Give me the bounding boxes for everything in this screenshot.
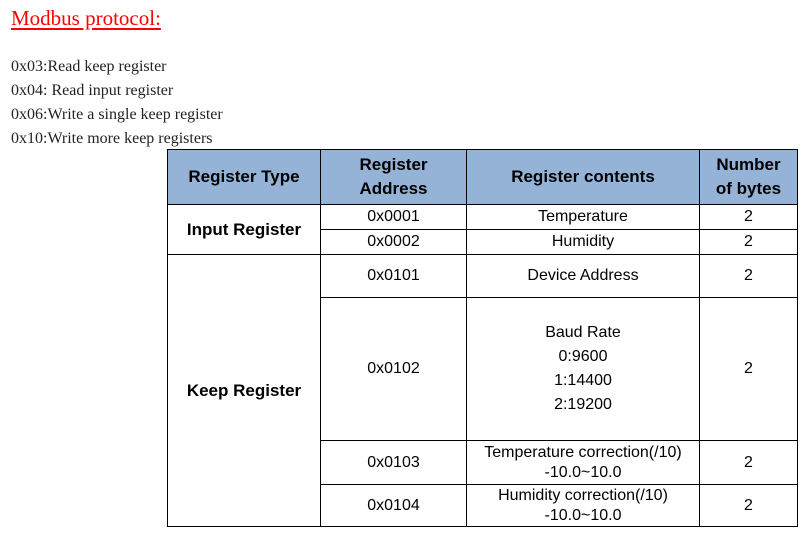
contents-cell: Temperature bbox=[467, 205, 700, 230]
header-register-contents: Register contents bbox=[467, 150, 700, 205]
function-code-list bbox=[11, 55, 223, 151]
bytes-cell: 2 bbox=[700, 441, 798, 485]
header-register-address bbox=[321, 150, 467, 205]
header-address-line2: Address bbox=[359, 179, 428, 198]
address-cell: 0x0001 bbox=[321, 205, 467, 230]
bytes-cell: 2 bbox=[700, 298, 798, 441]
bytes-cell: 2 bbox=[700, 230, 798, 255]
header-number-of-bytes bbox=[700, 150, 798, 205]
input-register-type-cell: Input Register bbox=[168, 205, 321, 255]
header-bytes-line1: Number bbox=[716, 155, 781, 174]
page-title: Modbus protocol: bbox=[11, 6, 161, 30]
address-cell: 0x0102 bbox=[321, 298, 467, 441]
contents-cell: Humidity bbox=[467, 230, 700, 255]
contents-line: 2:19200 bbox=[554, 396, 612, 413]
keep-register-type-cell: Keep Register bbox=[168, 255, 321, 527]
contents-line: Temperature correction(/10) bbox=[484, 443, 682, 461]
contents-cell bbox=[467, 298, 700, 441]
register-table bbox=[167, 149, 798, 527]
address-cell: 0x0002 bbox=[321, 230, 467, 255]
header-address-line1: Register bbox=[359, 155, 428, 174]
function-code-item: 0x03:Read keep register bbox=[11, 58, 167, 75]
contents-line: 0:9600 bbox=[558, 348, 608, 365]
table-row bbox=[168, 255, 798, 298]
contents-cell: Device Address bbox=[467, 255, 700, 298]
bytes-cell: 2 bbox=[700, 205, 798, 230]
address-cell: 0x0101 bbox=[321, 255, 467, 298]
function-code-item: 0x04: Read input register bbox=[11, 82, 174, 99]
contents-line: -10.0~10.0 bbox=[544, 506, 622, 524]
contents-line: -10.0~10.0 bbox=[544, 463, 622, 481]
table-row bbox=[168, 205, 798, 230]
contents-cell bbox=[467, 441, 700, 485]
bytes-cell: 2 bbox=[700, 255, 798, 298]
table-header-row bbox=[168, 150, 798, 205]
header-bytes-line2: of bytes bbox=[715, 179, 782, 198]
contents-cell bbox=[467, 485, 700, 527]
function-code-item: 0x10:Write more keep registers bbox=[11, 130, 213, 147]
address-cell: 0x0103 bbox=[321, 441, 467, 485]
header-register-type: Register Type bbox=[168, 150, 321, 205]
contents-line: 1:14400 bbox=[554, 372, 612, 389]
function-code-item: 0x06:Write a single keep register bbox=[11, 106, 223, 123]
contents-line: Baud Rate bbox=[545, 324, 621, 341]
contents-line: Humidity correction(/10) bbox=[498, 486, 668, 504]
address-cell: 0x0104 bbox=[321, 485, 467, 527]
bytes-cell: 2 bbox=[700, 485, 798, 527]
